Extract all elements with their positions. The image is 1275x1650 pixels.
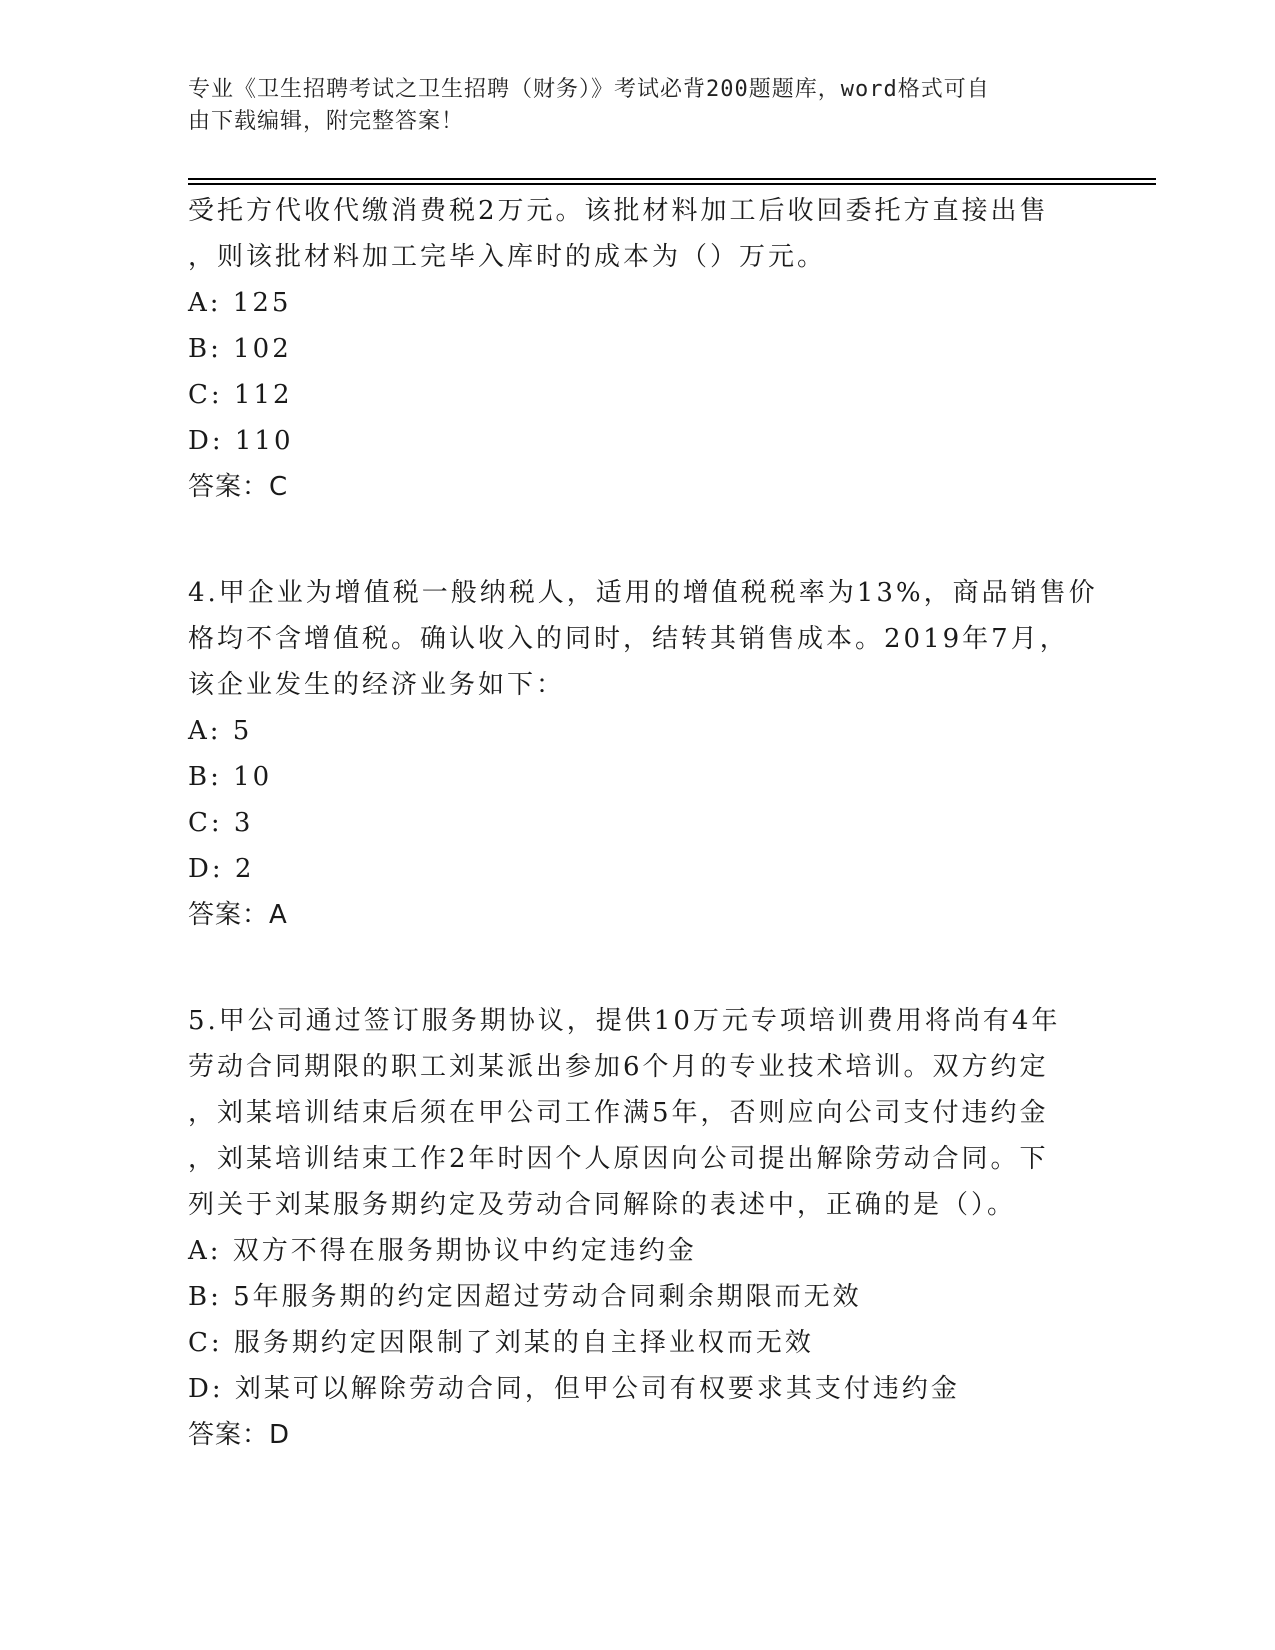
question-3-option-b: B: 102 <box>188 334 292 364</box>
question-4-stem-line-3: 该企业发生的经济业务如下： <box>188 670 566 700</box>
question-3-stem-line-2: ，则该批材料加工完毕入库时的成本为（）万元。 <box>188 242 827 272</box>
header-divider-top <box>188 178 1156 180</box>
question-3-answer: 答案：C <box>188 472 289 502</box>
page-header <box>188 74 1088 138</box>
question-content <box>188 188 1098 1458</box>
question-4-option-c: C: 3 <box>188 808 254 838</box>
question-3-option-a: A: 125 <box>188 288 292 318</box>
question-5-stem-line-4: ，刘某培训结束工作2年时因个人原因向公司提出解除劳动合同。下 <box>188 1144 1049 1174</box>
question-spacer <box>188 938 1088 998</box>
header-line-1: 专业《卫生招聘考试之卫生招聘（财务）》考试必背200题题库，word格式可自 <box>188 77 990 102</box>
question-4-stem-line-2: 格均不含增值税。确认收入的同时，结转其销售成本。2019年7月， <box>188 624 1069 654</box>
question-3 <box>188 188 1088 510</box>
question-5-stem-line-1: 5.甲公司通过签订服务期协议，提供10万元专项培训费用将尚有4年 <box>188 1006 1061 1036</box>
question-5-stem-line-3: ，刘某培训结束后须在甲公司工作满5年，否则应向公司支付违约金 <box>188 1098 1049 1128</box>
question-spacer <box>188 510 1088 570</box>
question-3-option-c: C: 112 <box>188 380 293 410</box>
question-5-stem-line-2: 劳动合同期限的职工刘某派出参加6个月的专业技术培训。双方约定 <box>188 1052 1049 1082</box>
question-4-option-a: A: 5 <box>188 716 253 746</box>
question-5-stem-line-5: 列关于刘某服务期约定及劳动合同解除的表述中，正确的是（）。 <box>188 1190 1017 1220</box>
question-4-option-d: D: 2 <box>188 854 255 884</box>
question-3-stem-line-1: 受托方代收代缴消费税2万元。该批材料加工后收回委托方直接出售 <box>188 196 1049 226</box>
question-5-option-d: D: 刘某可以解除劳动合同，但甲公司有权要求其支付违约金 <box>188 1374 960 1404</box>
question-5-answer: 答案：D <box>188 1420 291 1450</box>
header-line-2: 由下载编辑，附完整答案！ <box>188 109 465 134</box>
question-4-stem-line-1: 4.甲企业为增值税一般纳税人，适用的增值税税率为13%，商品销售价 <box>188 578 1098 608</box>
question-4-option-b: B: 10 <box>188 762 273 792</box>
question-5-option-b: B: 5年服务期的约定因超过劳动合同剩余期限而无效 <box>188 1282 862 1312</box>
question-3-option-d: D: 110 <box>188 426 294 456</box>
question-5 <box>188 998 1088 1458</box>
header-divider-bottom <box>188 183 1156 185</box>
question-5-option-c: C: 服务期约定因限制了刘某的自主择业权而无效 <box>188 1328 814 1358</box>
question-5-option-a: A: 双方不得在服务期协议中约定违约金 <box>188 1236 697 1266</box>
question-4 <box>188 570 1098 938</box>
question-4-answer: 答案：A <box>188 900 288 930</box>
